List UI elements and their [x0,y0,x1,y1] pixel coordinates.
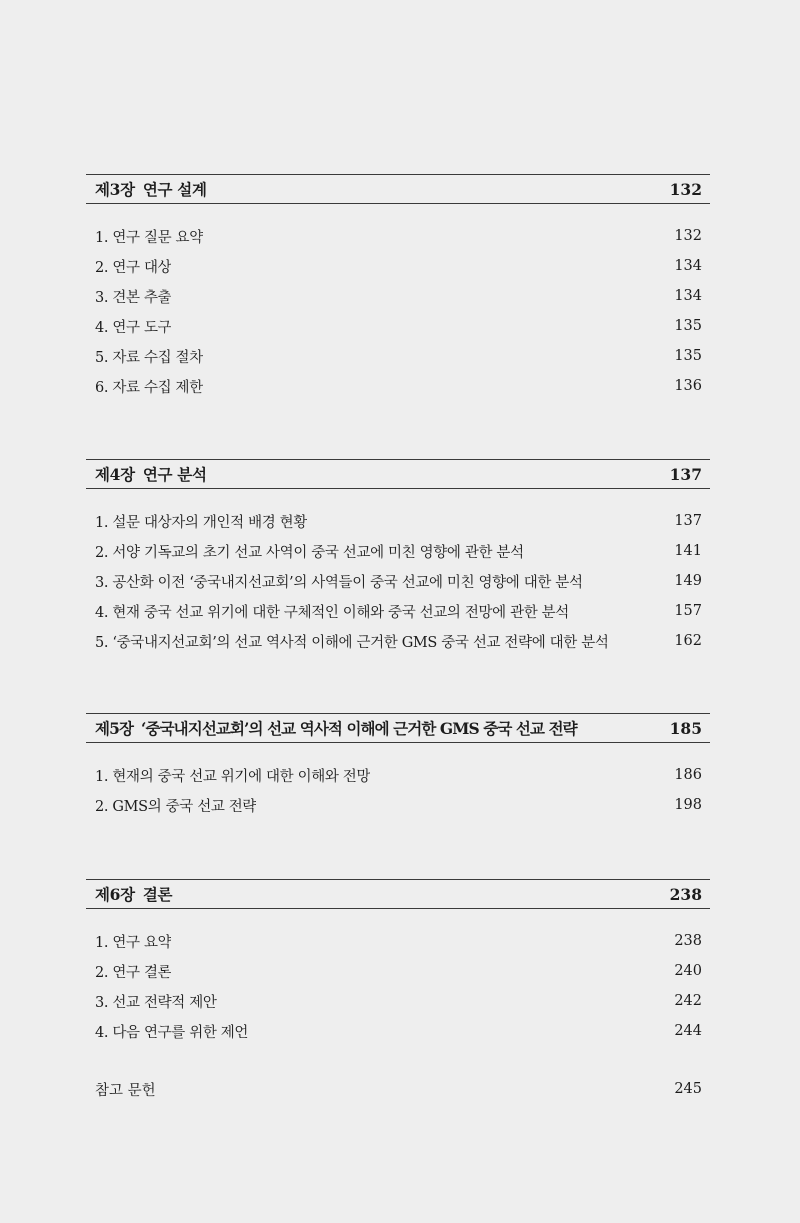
section-page-number: 157 [674,603,702,619]
chapter-name: 결론 [142,885,173,904]
chapter-number: 제3장 [95,180,135,199]
list-item [86,341,710,371]
chapter-number: 제4장 [95,465,135,484]
section-title: 1. 현재의 중국 선교 위기에 대한 이해와 전망 [95,768,371,785]
list-item [86,956,710,986]
list-item [86,251,710,281]
section-page-number: 136 [674,378,702,394]
section-page-number: 135 [674,318,702,334]
section-title: 1. 연구 요약 [95,934,172,951]
list-item [86,371,710,401]
references-entry [86,1074,710,1104]
chapter-title [86,178,207,200]
chapter-heading [86,713,710,743]
list-item [86,506,710,536]
chapter-page-number: 132 [669,179,702,199]
chapter-page-number: 238 [669,884,702,904]
section-title: 3. 선교 전략적 제안 [95,994,217,1011]
list-item [86,536,710,566]
section-page-number: 134 [674,288,702,304]
chapter-5 [86,713,710,820]
chapter-title [86,717,577,739]
section-title: 6. 자료 수집 제한 [95,379,203,396]
section-page-number: 135 [674,348,702,364]
chapter-name: ‘중국내지선교회’의 선교 역사적 이해에 근거한 GMS 중국 선교 전략 [141,719,577,738]
section-title: 1. 설문 대상자의 개인적 배경 현황 [95,514,307,531]
list-item [86,566,710,596]
chapter-name: 연구 분석 [142,465,207,484]
section-title: 4. 현재 중국 선교 위기에 대한 구체적인 이해와 중국 선교의 전망에 관한 분석 [95,604,569,621]
section-page-number: 141 [674,543,702,559]
list-item [86,596,710,626]
list-item [86,311,710,341]
list-item [86,1016,710,1046]
chapter-page-number: 137 [669,464,702,484]
chapter-number: 제5장 [95,719,134,738]
section-page-number: 238 [674,933,702,949]
section-page-number: 198 [674,797,702,813]
section-list [86,221,710,401]
section-page-number: 242 [674,993,702,1009]
section-title: 4. 다음 연구를 위한 제언 [95,1024,249,1041]
list-item [86,221,710,251]
section-page-number: 162 [674,633,702,649]
list-item [86,760,710,790]
chapter-heading [86,879,710,909]
list-item [86,281,710,311]
section-title: 2. 연구 대상 [95,259,172,276]
section-page-number: 244 [674,1023,702,1039]
chapter-6 [86,879,710,1046]
chapter-heading [86,459,710,489]
section-page-number: 240 [674,963,702,979]
section-page-number: 186 [674,767,702,783]
section-title: 5. ‘중국내지선교회’의 선교 역사적 이해에 근거한 GMS 중국 선교 전략에 대한 분석 [95,634,609,651]
chapter-title [86,463,207,485]
chapter-heading [86,174,710,204]
chapter-name: 연구 설계 [142,180,207,199]
section-page-number: 149 [674,573,702,589]
chapter-page-number: 185 [669,718,702,738]
section-title: 1. 연구 질문 요약 [95,229,203,246]
chapter-title [86,883,172,905]
section-list [86,506,710,656]
section-title: 4. 연구 도구 [95,319,172,336]
chapter-number: 제6장 [95,885,135,904]
section-title: 3. 공산화 이전 ‘중국내지선교회’의 사역들이 중국 선교에 미친 영향에 대한 분석 [95,574,583,591]
section-page-number: 137 [674,513,702,529]
section-title: 2. GMS의 중국 선교 전략 [95,798,257,815]
chapter-4 [86,459,710,656]
section-list [86,760,710,820]
references-title: 참고 문헌 [95,1082,156,1099]
list-item [86,926,710,956]
list-item [86,986,710,1016]
chapter-3 [86,174,710,401]
section-page-number: 132 [674,228,702,244]
section-title: 5. 자료 수집 절차 [95,349,203,366]
section-page-number: 134 [674,258,702,274]
section-title: 2. 서양 기독교의 초기 선교 사역이 중국 선교에 미친 영향에 관한 분석 [95,544,524,561]
section-list [86,926,710,1046]
list-item [86,626,710,656]
section-title: 3. 견본 추출 [95,289,172,306]
references-page-number: 245 [674,1081,702,1097]
list-item [86,790,710,820]
section-title: 2. 연구 결론 [95,964,172,981]
